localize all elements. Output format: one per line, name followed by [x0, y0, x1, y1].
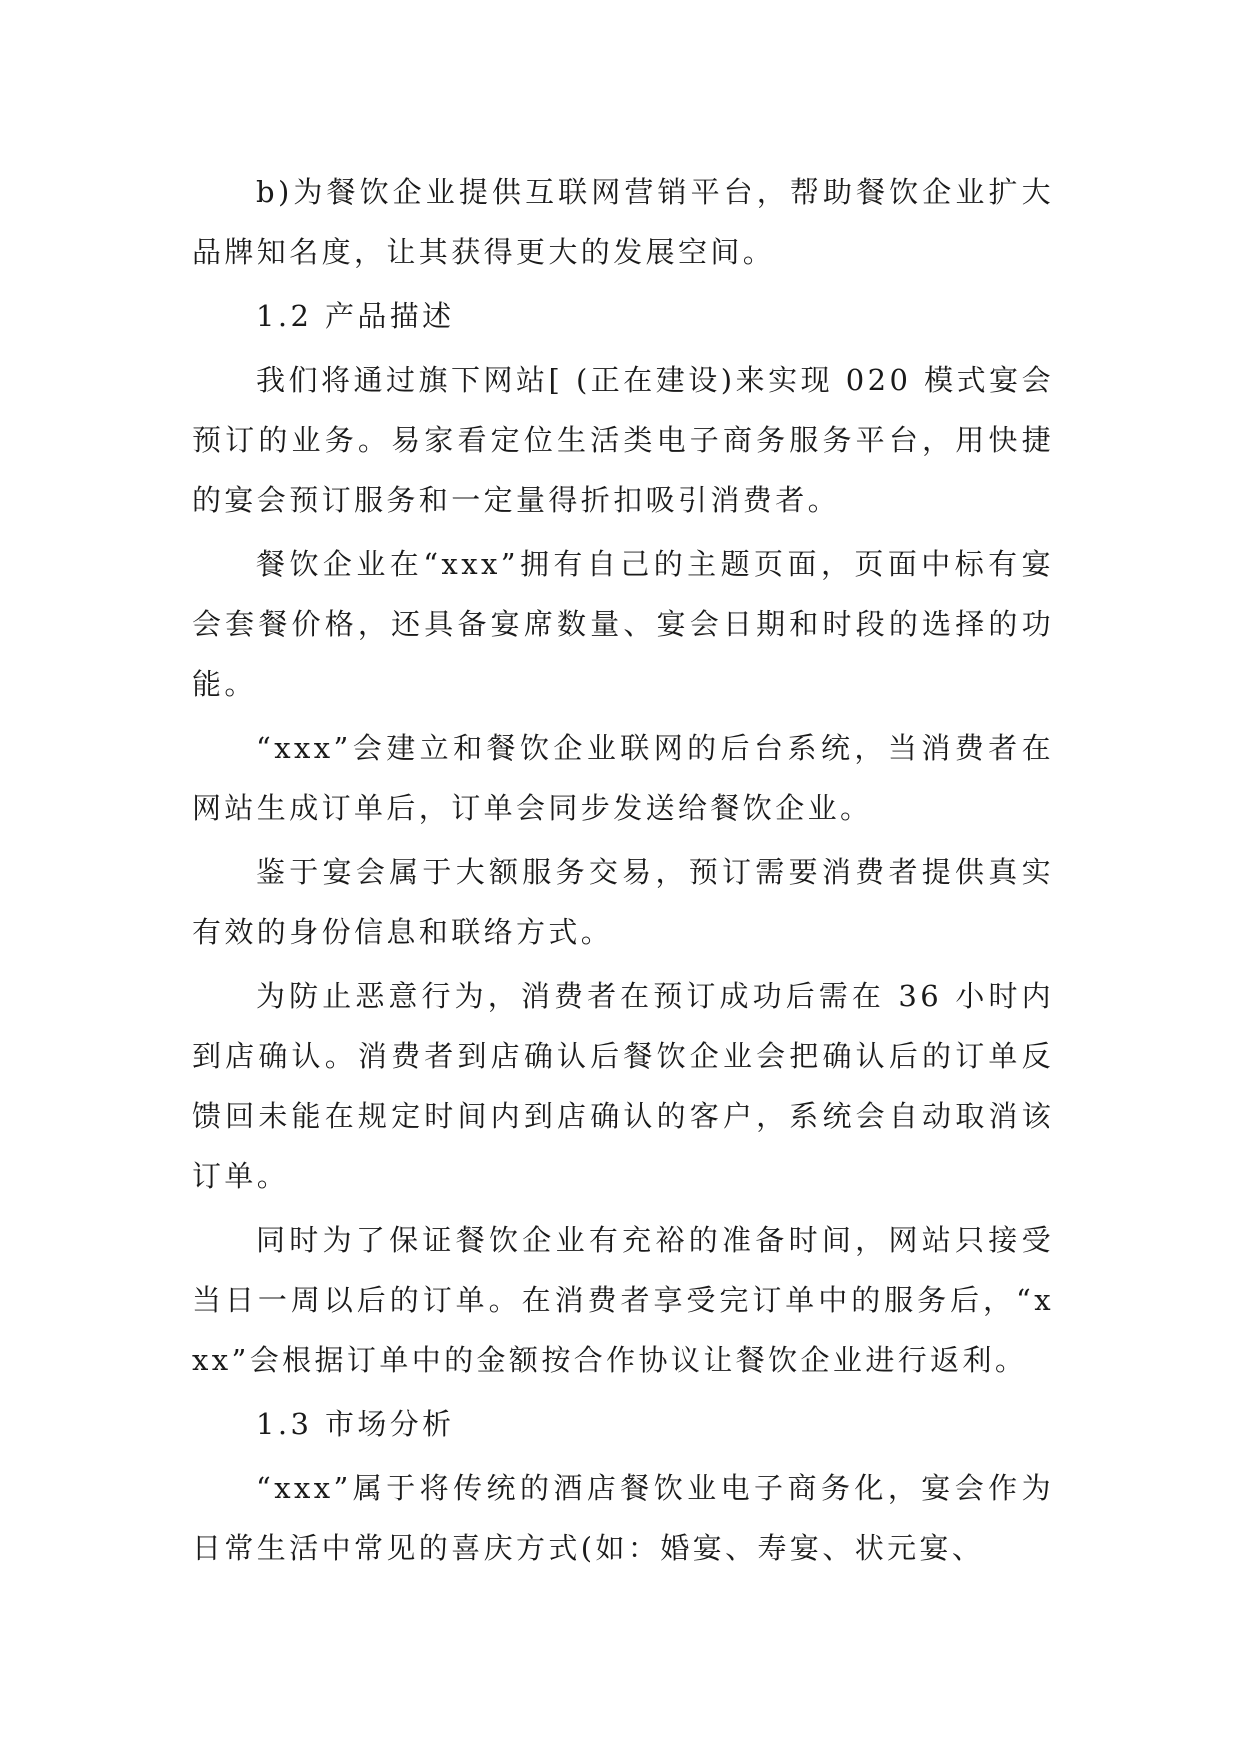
paragraph-website-o2o: 我们将通过旗下网站[ (正在建设)来实现 020 模式宴会预订的业务。易家看定位生活类电子商务服务平台，用快捷的宴会预订服务和一定量得折扣吸引消费者。 [192, 363, 1054, 517]
paragraph-store-confirmation: 为防止恶意行为，消费者在预订成功后需在 36 小时内到店确认。消费者到店确认后餐饮企业会把确认后的订单反馈回未能在规定时间内到店确认的客户，系统会自动取消该订单。 [192, 979, 1054, 1193]
paragraph-market-intro: “xxx”属于将传统的酒店餐饮业电子商务化，宴会作为日常生活中常见的喜庆方式(如：婚宴、寿宴、状元宴、 [192, 1471, 1054, 1565]
paragraph-backend-system: “xxx”会建立和餐饮企业联网的后台系统，当消费者在网站生成订单后，订单会同步发送给餐饮企业。 [192, 731, 1054, 825]
paragraph-marketing-platform: b)为餐饮企业提供互联网营销平台，帮助餐饮企业扩大品牌知名度，让其获得更大的发展空间。 [192, 175, 1054, 269]
section-heading-product-description: 1.2 产品描述 [256, 299, 455, 333]
document-body [192, 162, 1054, 1582]
paragraph-theme-page: 餐饮企业在“xxx”拥有自己的主题页面，页面中标有宴会套餐价格，还具备宴席数量、宴会日期和时段的选择的功能。 [192, 547, 1054, 701]
paragraph-order-rebate: 同时为了保证餐饮企业有充裕的准备时间，网站只接受当日一周以后的订单。在消费者享受完订单中的服务后，“xxx”会根据订单中的金额按合作协议让餐饮企业进行返利。 [192, 1223, 1054, 1377]
paragraph-identity-info: 鉴于宴会属于大额服务交易，预订需要消费者提供真实有效的身份信息和联络方式。 [192, 855, 1054, 949]
section-heading-market-analysis: 1.3 市场分析 [256, 1407, 455, 1441]
